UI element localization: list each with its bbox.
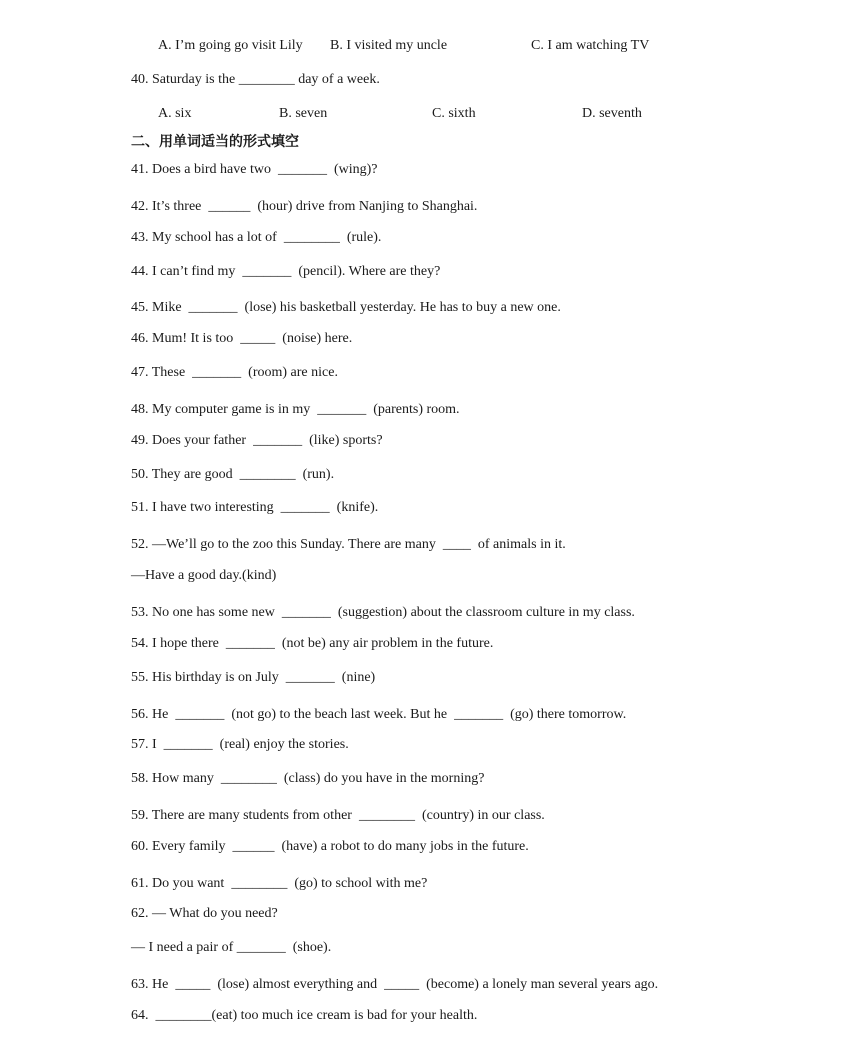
question-62: 62. — What do you need?	[131, 906, 278, 921]
question-62-reply: — I need a pair of _______ (shoe).	[131, 940, 332, 955]
q39-option-c: C. I am watching TV	[531, 38, 650, 53]
question-51: 51. I have two interesting _______ (knife).	[131, 500, 379, 515]
question-57: 57. I _______ (real) enjoy the stories.	[131, 737, 349, 752]
q40-option-a: A. six	[158, 106, 192, 121]
question-53: 53. No one has some new _______ (suggestion) about the classroom culture in my class.	[131, 605, 635, 620]
question-60: 60. Every family ______ (have) a robot to do many jobs in the future.	[131, 839, 529, 854]
section-2-heading: 二、用单词适当的形式填空	[131, 134, 299, 150]
question-45: 45. Mike _______ (lose) his basketball yesterday. He has to buy a new one.	[131, 300, 561, 315]
question-52-reply: —Have a good day.(kind)	[131, 568, 277, 583]
question-47: 47. These _______ (room) are nice.	[131, 365, 338, 380]
question-59: 59. There are many students from other ________ (country) in our class.	[131, 808, 545, 823]
question-63: 63. He _____ (lose) almost everything and _____ (become) a lonely man several years ago.	[131, 977, 659, 992]
question-61: 61. Do you want ________ (go) to school with me?	[131, 876, 428, 891]
question-56: 56. He _______ (not go) to the beach last week. But he _______ (go) there tomorrow.	[131, 707, 627, 722]
question-48: 48. My computer game is in my _______ (parents) room.	[131, 402, 460, 417]
question-43: 43. My school has a lot of ________ (rule).	[131, 230, 382, 245]
q39-option-a: A. I’m going go visit Lily	[158, 38, 303, 53]
question-42: 42. It’s three ______ (hour) drive from Nanjing to Shanghai.	[131, 199, 478, 214]
question-46: 46. Mum! It is too _____ (noise) here.	[131, 331, 353, 346]
q39-option-b: B. I visited my uncle	[330, 38, 448, 53]
question-55: 55. His birthday is on July _______ (nine)	[131, 670, 376, 685]
q40-option-d: D. seventh	[582, 106, 642, 121]
question-50: 50. They are good ________ (run).	[131, 467, 335, 482]
question-40: 40. Saturday is the ________ day of a week.	[131, 72, 380, 87]
question-52: 52. —We’ll go to the zoo this Sunday. There are many ____ of animals in it.	[131, 537, 566, 552]
question-58: 58. How many ________ (class) do you have in the morning?	[131, 771, 485, 786]
question-49: 49. Does your father _______ (like) sports?	[131, 433, 383, 448]
q40-option-b: B. seven	[279, 106, 328, 121]
question-44: 44. I can’t find my _______ (pencil). Where are they?	[131, 264, 441, 279]
q40-option-c: C. sixth	[432, 106, 476, 121]
question-64: 64. ________(eat) too much ice cream is bad for your health.	[131, 1008, 478, 1023]
question-41: 41. Does a bird have two _______ (wing)?	[131, 162, 378, 177]
question-54: 54. I hope there _______ (not be) any air problem in the future.	[131, 636, 494, 651]
